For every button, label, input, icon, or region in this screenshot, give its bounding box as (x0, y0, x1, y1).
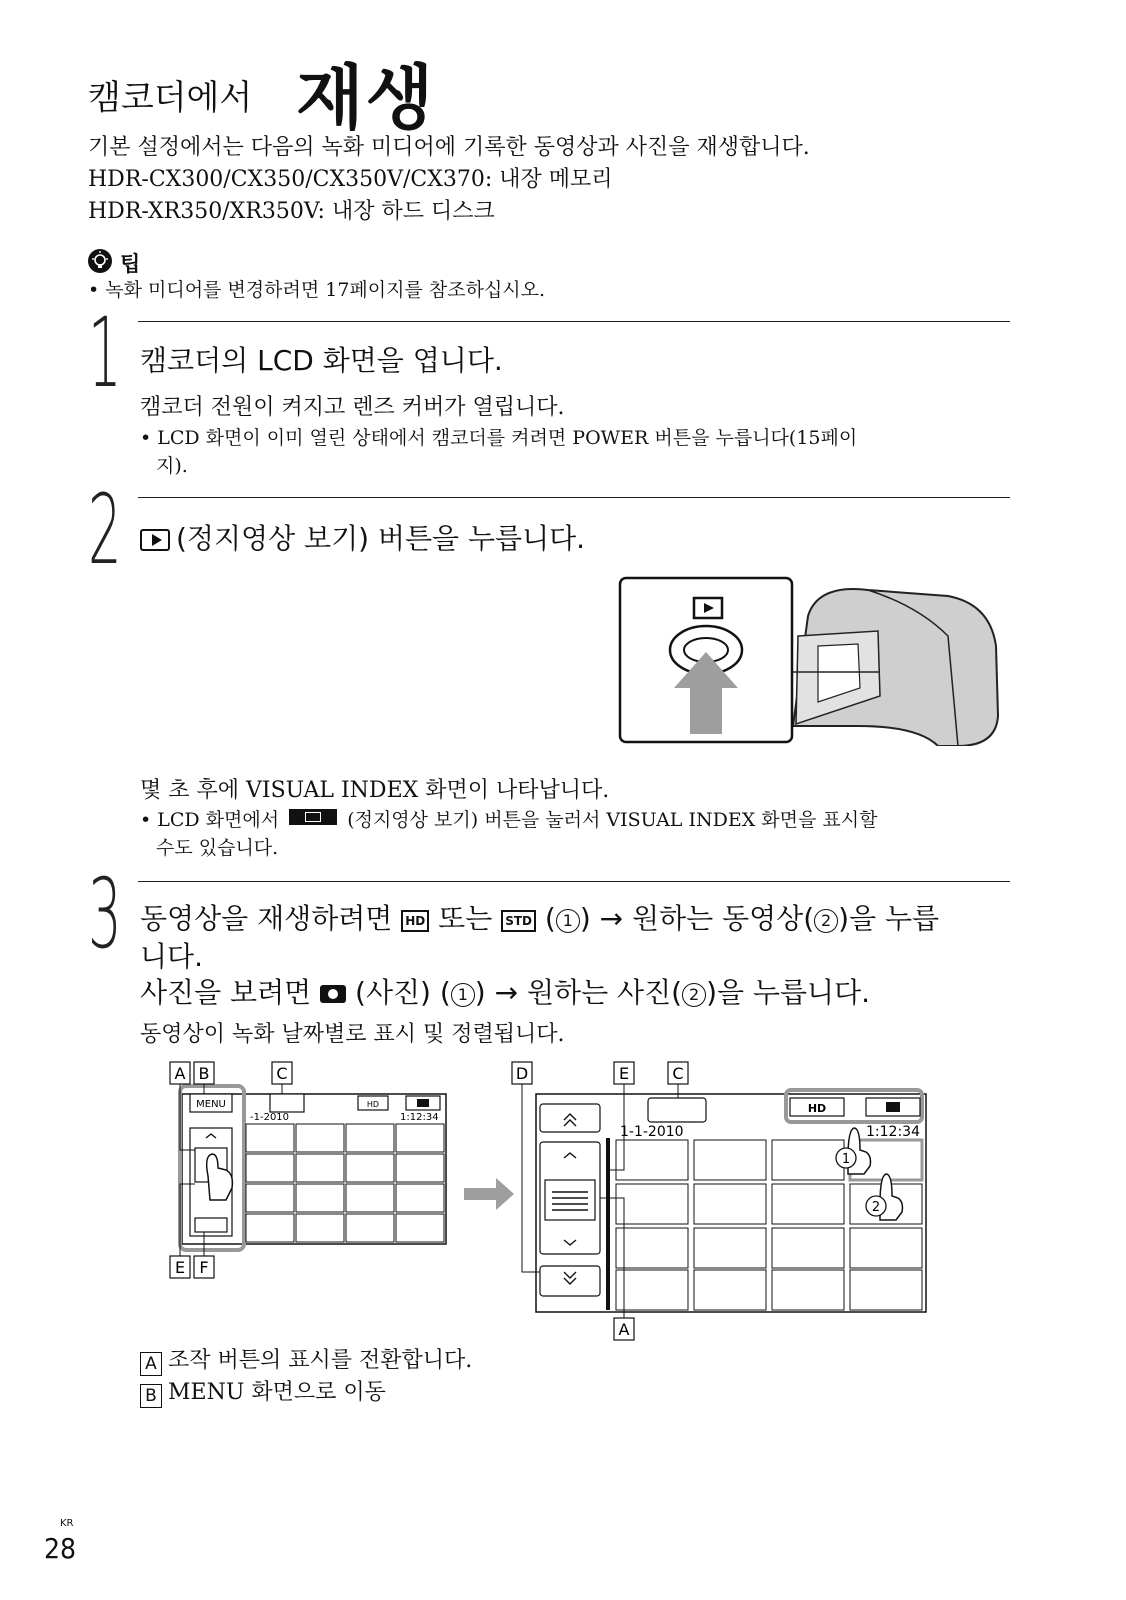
step2-number: 2 (88, 474, 122, 586)
step3-h1c: ( (544, 902, 556, 935)
visual-index-diagram (160, 1058, 940, 1350)
legend-tag-a: A (140, 1352, 162, 1376)
step3-heading-line3 (140, 974, 870, 1012)
circle-two-icon-2: 2 (682, 983, 706, 1007)
camera-icon (320, 985, 346, 1003)
tag-f-small: F (199, 1258, 209, 1277)
tag-c-small: C (276, 1064, 288, 1083)
intro-line-2: HDR-CX300/CX350/CX350V/CX370: 내장 메모리 (88, 167, 613, 192)
play-button-icon (140, 529, 170, 551)
circle-one-icon-2: 1 (451, 983, 475, 1007)
large-hd-badge: HD (807, 1102, 827, 1115)
step3-body: 동영상이 녹화 날짜별로 표시 및 정렬됩니다. (140, 1022, 565, 1047)
circle-two-icon: 2 (814, 909, 838, 933)
camcorder-illustration (618, 576, 1010, 746)
hand-circle-1: 1 (841, 1152, 851, 1167)
small-menu-label: MENU (196, 1099, 226, 1110)
hd-movie-icon: HD (401, 910, 429, 932)
step2-bullet-part-a: • LCD 화면에서 (140, 809, 280, 831)
step1-body: 캠코더 전원이 켜지고 렌즈 커버가 열립니다. (140, 395, 565, 420)
step2-bullet-line1 (140, 806, 877, 834)
step3-h2b: (사진) ( (355, 976, 451, 1009)
step2-body: 몇 초 후에 VISUAL INDEX 화면이 나타납니다. (140, 778, 610, 803)
tag-a-small: A (174, 1064, 186, 1083)
legend-item-a (140, 1346, 472, 1376)
tag-e-large: E (618, 1064, 630, 1083)
legend-text-a: 조작 버튼의 표시를 전환합니다. (168, 1348, 473, 1373)
tag-c-large: C (672, 1064, 684, 1083)
title-prefix: 캠코더에서 (88, 78, 253, 118)
step3-heading-line2: 니다. (140, 940, 203, 973)
page-language: KR (60, 1518, 74, 1529)
step1-number: 1 (88, 297, 122, 409)
step2-heading-text: (정지영상 보기) 버튼을 누릅니다. (176, 522, 586, 555)
step3-h1a: 동영상을 재생하려면 (140, 902, 393, 935)
step3-h1e: )을 누릅 (838, 902, 940, 935)
std-movie-icon: STD (501, 910, 536, 932)
step3-h2c: ) → 원하는 사진( (474, 976, 683, 1009)
tip-text: • 녹화 미디어를 변경하려면 17페이지를 참조하십시오. (88, 279, 546, 301)
step2-bullet-part-b: (정지영상 보기) 버튼을 눌러서 VISUAL INDEX 화면을 표시할 (347, 809, 878, 831)
step1-bullet-line1: • LCD 화면이 이미 열린 상태에서 캠코더를 켜려면 POWER 버튼을 누릅니다(15페이 (140, 427, 858, 449)
legend-item-b (140, 1378, 386, 1408)
circle-one-icon: 1 (556, 909, 580, 933)
page-title: 재생 (296, 57, 436, 139)
intro-line-1: 기본 설정에서는 다음의 녹화 미디어에 기록한 동영상과 사진을 재생합니다. (88, 135, 810, 160)
tag-d-large: D (515, 1064, 529, 1083)
legend-tag-b: B (140, 1384, 162, 1408)
small-date: -1-2010 (250, 1112, 290, 1123)
step3-number: 3 (88, 858, 122, 970)
step1-rule (138, 321, 1010, 322)
step2-heading (140, 520, 585, 558)
step2-rule (138, 497, 1010, 498)
page-number: 28 (44, 1532, 77, 1565)
step2-bullet-line2: 수도 있습니다. (156, 837, 279, 859)
play-button-small-icon (289, 809, 337, 825)
tip-label: 팁 (120, 252, 141, 276)
hand-circle-2: 2 (871, 1200, 881, 1215)
step3-h2d: )을 누릅니다. (706, 976, 871, 1009)
tip-bulb-icon (88, 249, 112, 273)
tag-b-small: B (198, 1064, 210, 1083)
step3-h2a: 사진을 보려면 (140, 976, 312, 1009)
step1-bullet-line2: 지). (156, 455, 188, 477)
large-date: 1-1-2010 (620, 1124, 684, 1140)
step1-heading: 캠코더의 LCD 화면을 엽니다. (140, 344, 503, 377)
large-time: 1:12:34 (866, 1124, 920, 1140)
step3-heading-line1 (140, 900, 1010, 938)
tag-e-small: E (174, 1258, 186, 1277)
tag-a-large: A (618, 1320, 630, 1339)
legend-text-b: MENU 화면으로 이동 (168, 1380, 386, 1405)
small-hd-badge: HD (366, 1100, 380, 1109)
intro-line-3: HDR-XR350/XR350V: 내장 하드 디스크 (88, 199, 495, 224)
step3-h1b: 또는 (438, 902, 493, 935)
step3-rule (138, 881, 1010, 882)
step3-h1d: ) → 원하는 동영상( (579, 902, 815, 935)
small-time: 1:12:34 (400, 1112, 439, 1123)
